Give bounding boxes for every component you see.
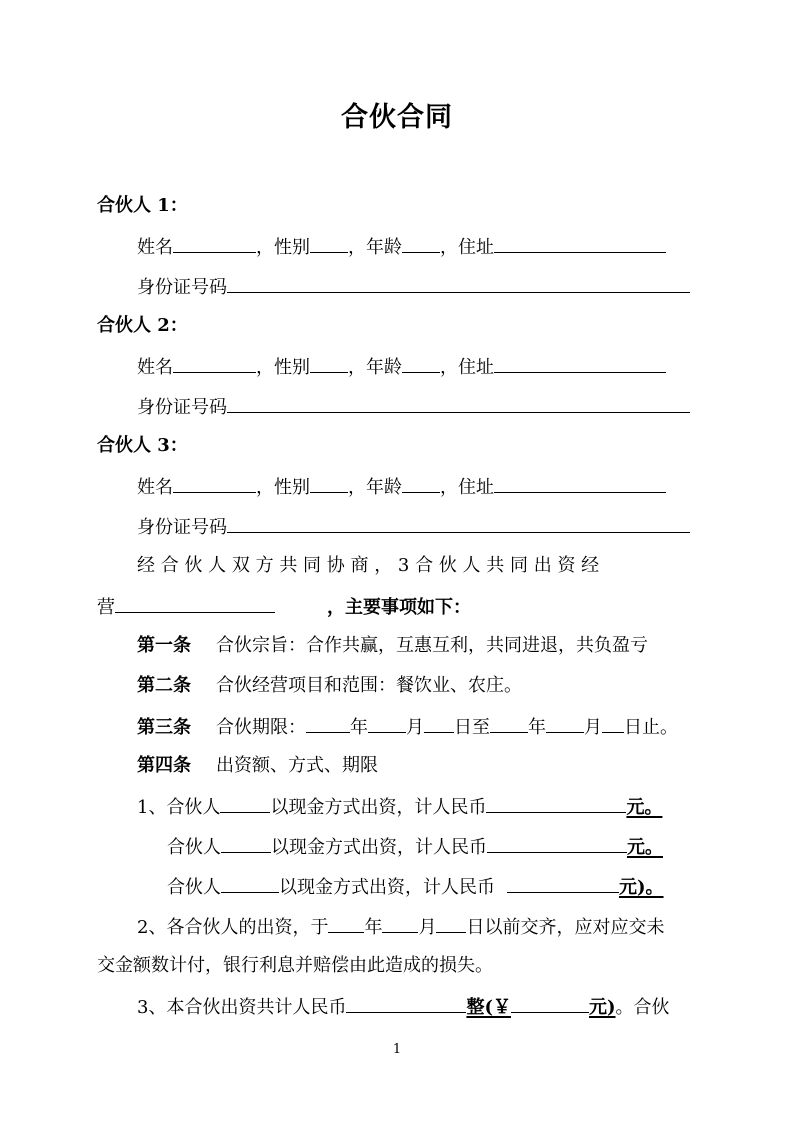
end-year-blank[interactable] (490, 713, 528, 733)
partner-2-heading: 合伙人 2： (97, 315, 188, 336)
contribution-line-3 (167, 873, 664, 901)
id-label: 身份证号码 (137, 277, 227, 298)
year-label: 年 (364, 917, 383, 938)
gender-blank[interactable] (310, 353, 348, 373)
total-unit: 元) (588, 997, 616, 1018)
partner-2-info-line (137, 353, 666, 381)
age-blank[interactable] (402, 233, 440, 253)
article-2-label: 第二条 (137, 675, 191, 696)
contribution-text: 以现金方式出资，计人民币 (279, 877, 495, 898)
name-blank[interactable] (173, 473, 256, 493)
gender-label: ，性别 (256, 237, 310, 258)
amount-blank[interactable] (486, 793, 626, 813)
article-3-label: 第三条 (137, 717, 191, 738)
amount-blank[interactable] (487, 833, 627, 853)
clause-2-text-end: 日以前交齐，应对应交未 (466, 917, 665, 938)
clause-2-line-2: 交金额数计付，银行利息并赔偿由此造成的损失。 (97, 955, 493, 976)
intro-business-prefix: 营 (97, 597, 115, 618)
amount-unit: 元。 (627, 837, 663, 858)
article-4-text: 出资额、方式、期限 (216, 755, 378, 776)
clause-2-text: 2、各合伙人的出资，于 (137, 917, 329, 938)
contribution-prefix: 1、合伙人 (137, 797, 221, 818)
id-blank[interactable] (227, 513, 690, 533)
gender-blank[interactable] (310, 473, 348, 493)
partner-1-info-line (137, 233, 666, 261)
year-label: 年 (350, 717, 368, 738)
intro-line-1: 经 合 伙 人 双 方 共 同 协 商 ， 3 合 伙 人 共 同 出 资 经 (137, 555, 600, 576)
total-whole-label: 整(￥ (466, 997, 511, 1018)
age-blank[interactable] (402, 353, 440, 373)
total-amount-blank[interactable] (346, 993, 466, 1013)
partner-2-id-line (137, 393, 690, 421)
contribution-text: 以现金方式出资，计人民币 (271, 837, 487, 858)
partner-1-heading: 合伙人 1： (97, 195, 188, 216)
partner-blank[interactable] (221, 873, 279, 893)
address-blank[interactable] (494, 353, 666, 373)
partner-3-id-line (137, 513, 690, 541)
clause-2-line-1 (137, 913, 664, 941)
page-number: 1 (392, 1042, 402, 1057)
business-blank[interactable] (115, 593, 275, 613)
age-label: ，年龄 (348, 477, 402, 498)
amount-blank[interactable] (507, 873, 619, 893)
id-label: 身份证号码 (137, 397, 227, 418)
start-day-blank[interactable] (424, 713, 454, 733)
address-label: ，住址 (440, 357, 494, 378)
contribution-text: 以现金方式出资，计人民币 (270, 797, 487, 818)
amount-unit: 元。 (626, 797, 663, 818)
name-label: 姓名 (137, 237, 173, 258)
contribution-prefix: 合伙人 (167, 837, 221, 858)
contribution-prefix: 合伙人 (167, 877, 221, 898)
contribution-line-2 (167, 833, 663, 861)
partner-blank[interactable] (220, 793, 270, 813)
clause-3-text: 3、本合伙出资共计人民币 (137, 997, 347, 1018)
clause-3-line (137, 993, 670, 1021)
id-label: 身份证号码 (137, 517, 227, 538)
gender-label: ，性别 (256, 477, 310, 498)
article-1-text: 合伙宗旨：合作共赢，互惠互利，共同进退，共负盈亏 (216, 635, 648, 656)
day-to-label: 日至 (454, 717, 490, 738)
article-4-label: 第四条 (137, 755, 191, 776)
address-blank[interactable] (494, 233, 666, 253)
partner-3-heading: 合伙人 3： (97, 435, 188, 456)
month-label: 月 (406, 717, 424, 738)
name-blank[interactable] (173, 233, 256, 253)
end-day-blank[interactable] (602, 713, 624, 733)
due-year-blank[interactable] (328, 913, 364, 933)
total-figure-blank[interactable] (511, 993, 589, 1013)
address-label: ，住址 (440, 237, 494, 258)
month-label: 月 (418, 917, 437, 938)
article-2 (137, 673, 522, 699)
gender-label: ，性别 (256, 357, 310, 378)
start-month-blank[interactable] (368, 713, 406, 733)
address-blank[interactable] (494, 473, 666, 493)
clause-3-text-end: 。合伙 (615, 997, 670, 1018)
month-label: 月 (584, 717, 602, 738)
amount-unit: 元)。 (619, 877, 664, 898)
year-label: 年 (528, 717, 546, 738)
age-label: ，年龄 (348, 237, 402, 258)
partner-blank[interactable] (221, 833, 271, 853)
start-year-blank[interactable] (306, 713, 350, 733)
article-4 (137, 753, 378, 779)
id-blank[interactable] (227, 393, 690, 413)
article-1-label: 第一条 (137, 635, 191, 656)
gender-blank[interactable] (310, 233, 348, 253)
name-label: 姓名 (137, 357, 173, 378)
article-3 (137, 713, 678, 741)
end-month-blank[interactable] (546, 713, 584, 733)
article-1 (137, 633, 648, 659)
day-end-label: 日止。 (624, 717, 678, 738)
age-label: ，年龄 (348, 357, 402, 378)
partner-1-id-line (137, 273, 690, 301)
document-title: 合伙合同 (341, 102, 453, 133)
due-month-blank[interactable] (382, 913, 418, 933)
name-blank[interactable] (173, 353, 256, 373)
intro-suffix: ，主要事项如下： (327, 597, 471, 618)
article-2-text: 合伙经营项目和范围：餐饮业、农庄。 (216, 675, 522, 696)
partner-3-info-line (137, 473, 666, 501)
age-blank[interactable] (402, 473, 440, 493)
address-label: ，住址 (440, 477, 494, 498)
id-blank[interactable] (227, 273, 690, 293)
contribution-line-1 (137, 793, 662, 821)
article-3-text: 合伙期限： (216, 717, 306, 738)
due-day-blank[interactable] (436, 913, 466, 933)
intro-line-2 (97, 593, 471, 621)
name-label: 姓名 (137, 477, 173, 498)
